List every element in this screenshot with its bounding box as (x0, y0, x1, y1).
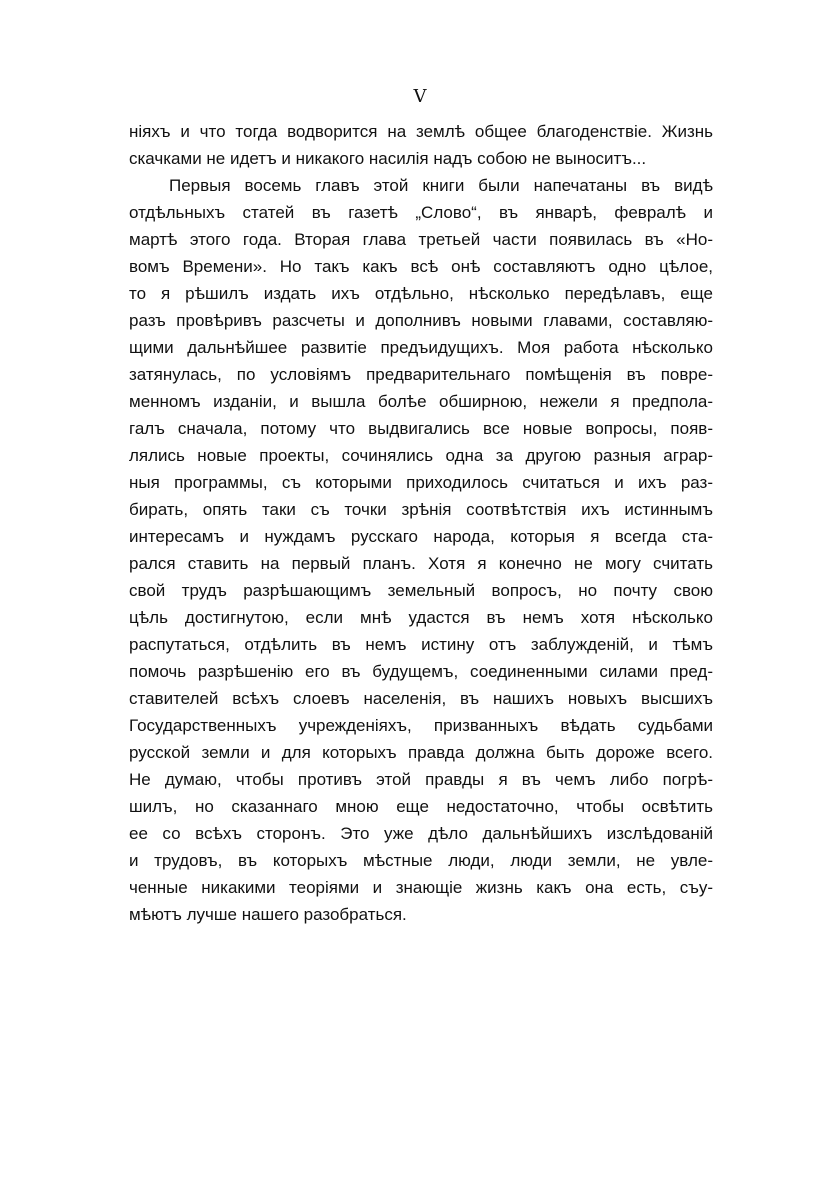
page-number: V (413, 86, 427, 107)
text-line: шилъ, но сказаннаго мною еще недостаточно, чтобы освѣтить (129, 797, 713, 816)
text-line: разъ провѣривъ разсчеты и дополнивъ новыми главами, составляю- (129, 311, 713, 330)
text-line: лялись новые проекты, сочинялись одна за другою разныя аграр- (129, 446, 713, 465)
text-line: галъ сначала, потому что выдвигались все новые вопросы, появ- (129, 419, 713, 438)
text-line: русской земли и для которыхъ правда должна быть дороже всего. (129, 743, 713, 762)
text-line: рался ставить на первый планъ. Хотя я конечно не могу считать (129, 554, 713, 573)
text-line: ее со всѣхъ сторонъ. Это уже дѣло дальнѣйшихъ изслѣдованій (129, 824, 713, 843)
text-line: щими дальнѣйшее развитіе предъидущихъ. Моя работа нѣсколько (129, 338, 713, 357)
body-text (129, 118, 713, 928)
text-line: ставителей всѣхъ слоевъ населенія, въ нашихъ новыхъ высшихъ (129, 689, 713, 708)
text-line: свой трудъ разрѣшающимъ земельный вопросъ, но почту свою (129, 581, 713, 600)
text-line: Не думаю, чтобы противъ этой правды я въ чемъ либо погрѣ- (129, 770, 713, 789)
text-line: Государственныхъ учрежденіяхъ, призванныхъ вѣдать судьбами (129, 716, 713, 735)
text-line: распутаться, отдѣлить въ немъ истину отъ заблужденій, и тѣмъ (129, 635, 713, 654)
text-line: отдѣльныхъ статей въ газетѣ „Слово“, въ январѣ, февралѣ и (129, 203, 713, 222)
text-line: и трудовъ, въ которыхъ мѣстные люди, люди земли, не увле- (129, 851, 713, 870)
text-line: затянулась, по условіямъ предварительнаго помѣщенія въ повре- (129, 365, 713, 384)
text-line: скачками не идетъ и никакого насилія надъ собою не выноситъ... (129, 149, 647, 168)
text-line: вомъ Времени». Но такъ какъ всѣ онѣ составляютъ одно цѣлое, (129, 257, 713, 276)
text-line: ныя программы, съ которыми приходилось считаться и ихъ раз- (129, 473, 713, 492)
text-line: бирать, опять таки съ точки зрѣнія соотвѣтствія ихъ истиннымъ (129, 500, 713, 519)
text-line: цѣль достигнутою, если мнѣ удастся въ немъ хотя нѣсколько (129, 608, 713, 627)
text-line: помочь разрѣшенію его въ будущемъ, соединенными силами пред- (129, 662, 713, 681)
text-line: ченные никакими теоріями и знающіе жизнь какъ она есть, съу- (129, 878, 713, 897)
text-line: мартѣ этого года. Вторая глава третьей части появилась въ «Но- (129, 230, 713, 249)
text-line: мѣютъ лучше нашего разобраться. (129, 905, 407, 924)
text-line: то я рѣшилъ издать ихъ отдѣльно, нѣсколько передѣлавъ, еще (129, 284, 713, 303)
paragraph-first-line: Первыя восемь главъ этой книги были напечатаны въ видѣ (169, 176, 713, 195)
text-line: менномъ изданіи, и вышла болѣе обширною, нежели я предпола- (129, 392, 713, 411)
text-line: интересамъ и нуждамъ русскаго народа, которыя я всегда ста- (129, 527, 713, 546)
text-line: ніяхъ и что тогда водворится на землѣ общее благоденствіе. Жизнь (129, 122, 713, 141)
